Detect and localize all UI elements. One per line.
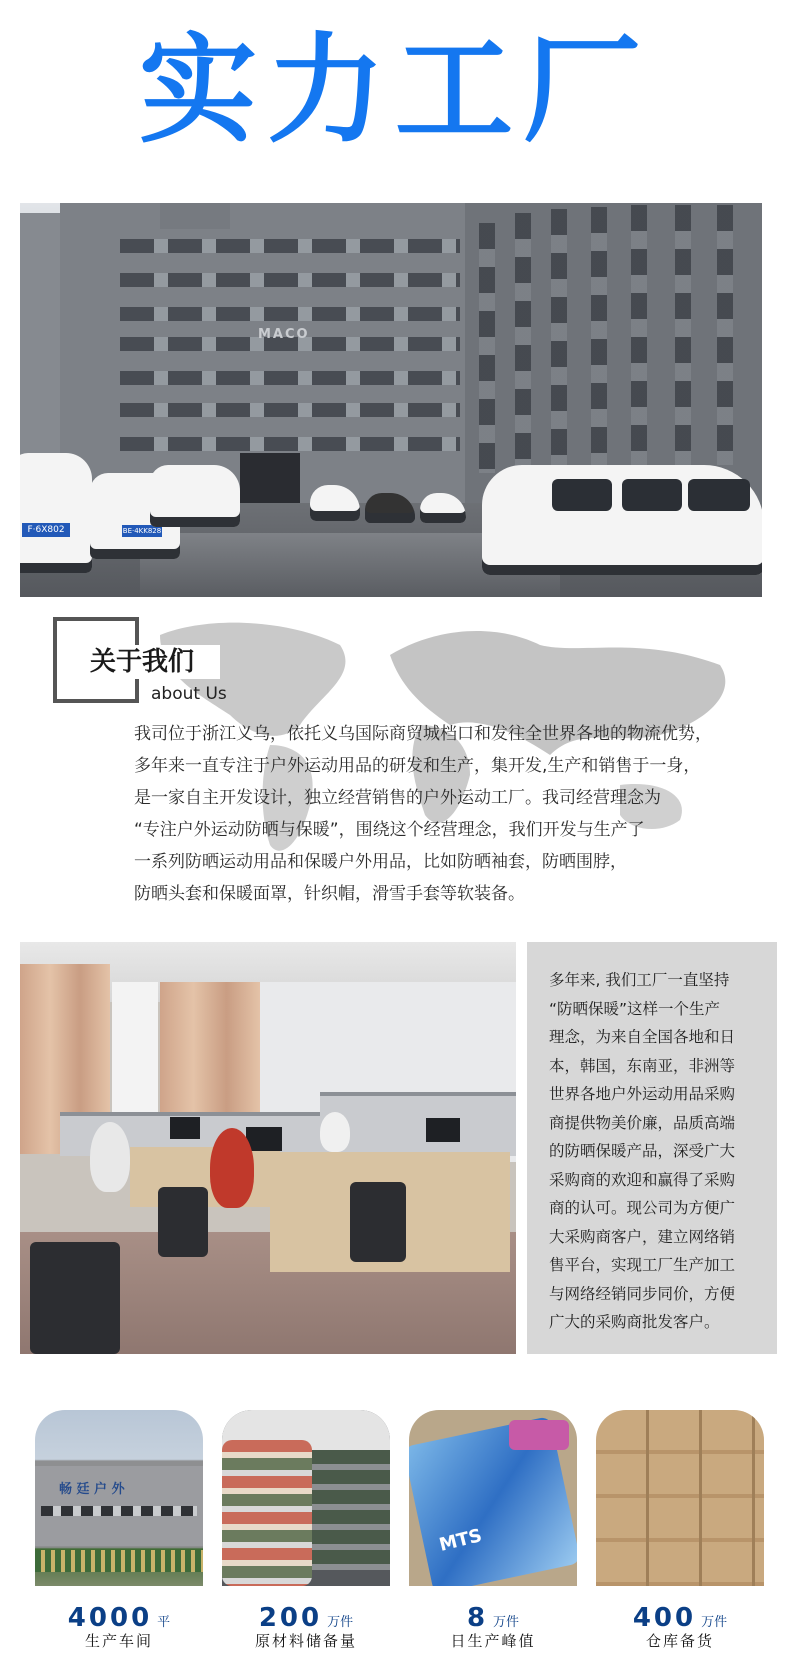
- about-subtitle: about Us: [151, 684, 227, 704]
- tile-factory: [35, 1410, 203, 1586]
- stat-label: 生产车间: [84, 1632, 153, 1650]
- stat-daily-output: [398, 1604, 588, 1650]
- stat-number: 200: [258, 1603, 323, 1633]
- paragraph-line: 是一家自主开发设计，独立经营销售的户外运动工厂。我司经营理念为: [134, 788, 661, 808]
- stat-workshop: [24, 1604, 214, 1650]
- info-line: 与网络经销同步同价，方便: [549, 1284, 736, 1303]
- about-title: 关于我们: [88, 645, 220, 679]
- paragraph-line: 我司位于浙江义乌，依托义乌国际商贸城档口和发往全世界各地的物流优势，: [134, 724, 712, 744]
- building-top: [160, 203, 230, 229]
- stat-unit: 万件: [701, 1615, 728, 1630]
- stat-label: 原材料储备量: [254, 1632, 357, 1650]
- stat-unit: 平: [157, 1615, 171, 1630]
- paragraph-line: 多年来一直专注于户外运动用品的研发和生产，集开发,生产和销售于一身，: [134, 756, 701, 776]
- info-line: 大采购商客户，建立网络销: [549, 1227, 736, 1246]
- stat-unit: 万件: [327, 1615, 354, 1630]
- tile-sign: 畅 廷 户 外: [59, 1482, 125, 1497]
- stat-number: 8: [466, 1603, 489, 1633]
- page-title: 实力工厂: [138, 21, 651, 159]
- info-line: 广大的采购商批发客户。: [549, 1313, 720, 1331]
- office-photo: [20, 942, 516, 1354]
- suv: [482, 465, 762, 575]
- factory-photo: [20, 203, 762, 597]
- stat-label: 仓库备货: [645, 1632, 714, 1650]
- info-line: 世界各地户外运动用品采购: [549, 1085, 736, 1103]
- info-line: 商的认可。现公司为方便广: [549, 1199, 736, 1217]
- tile-materials: [222, 1410, 390, 1586]
- paragraph-line: 一系列防晒运动用品和保暖户外用品，比如防晒袖套，防晒围脖，: [134, 852, 627, 872]
- stat-label: 日生产峰值: [450, 1632, 536, 1650]
- info-line: 售平台，实现工厂生产加工: [549, 1256, 736, 1274]
- tile-warehouse: [596, 1410, 764, 1586]
- car: [20, 453, 92, 573]
- about-paragraph: [134, 718, 764, 910]
- building-right: [465, 203, 762, 503]
- info-line: 多年来, 我们工厂一直坚持: [549, 971, 730, 989]
- stat-number: 4000: [67, 1603, 153, 1633]
- building-main: [60, 203, 480, 503]
- info-line: 商提供物美价廉，品质高端: [549, 1113, 736, 1132]
- info-line: 理念，为来自全国各地和日: [549, 1028, 736, 1046]
- stat-warehouse: [585, 1604, 775, 1650]
- stat-materials: [211, 1604, 401, 1650]
- info-line: 的防晒保暖产品，深受广大: [549, 1142, 736, 1160]
- stat-unit: 万件: [493, 1615, 520, 1630]
- info-line: “防晒保暖”这样一个生产: [549, 999, 721, 1018]
- license-plate: F·6X802: [22, 523, 70, 537]
- info-line: 本，韩国，东南亚，非洲等: [549, 1056, 736, 1075]
- license-plate: BE·4KK828: [122, 527, 162, 535]
- paragraph-line: “专注户外运动防晒与保暖”，围绕这个经营理念，我们开发与生产了: [134, 820, 645, 840]
- stat-number: 400: [632, 1603, 697, 1633]
- factory-sign: MACO: [258, 327, 310, 342]
- paragraph-line: 防晒头套和保暖面罩，针织帽，滑雪手套等软装备。: [134, 884, 525, 904]
- info-text: [549, 966, 763, 1337]
- van: [150, 465, 240, 527]
- info-line: 采购商的欢迎和赢得了采购: [549, 1170, 736, 1189]
- tile-products: MTS: [409, 1410, 577, 1586]
